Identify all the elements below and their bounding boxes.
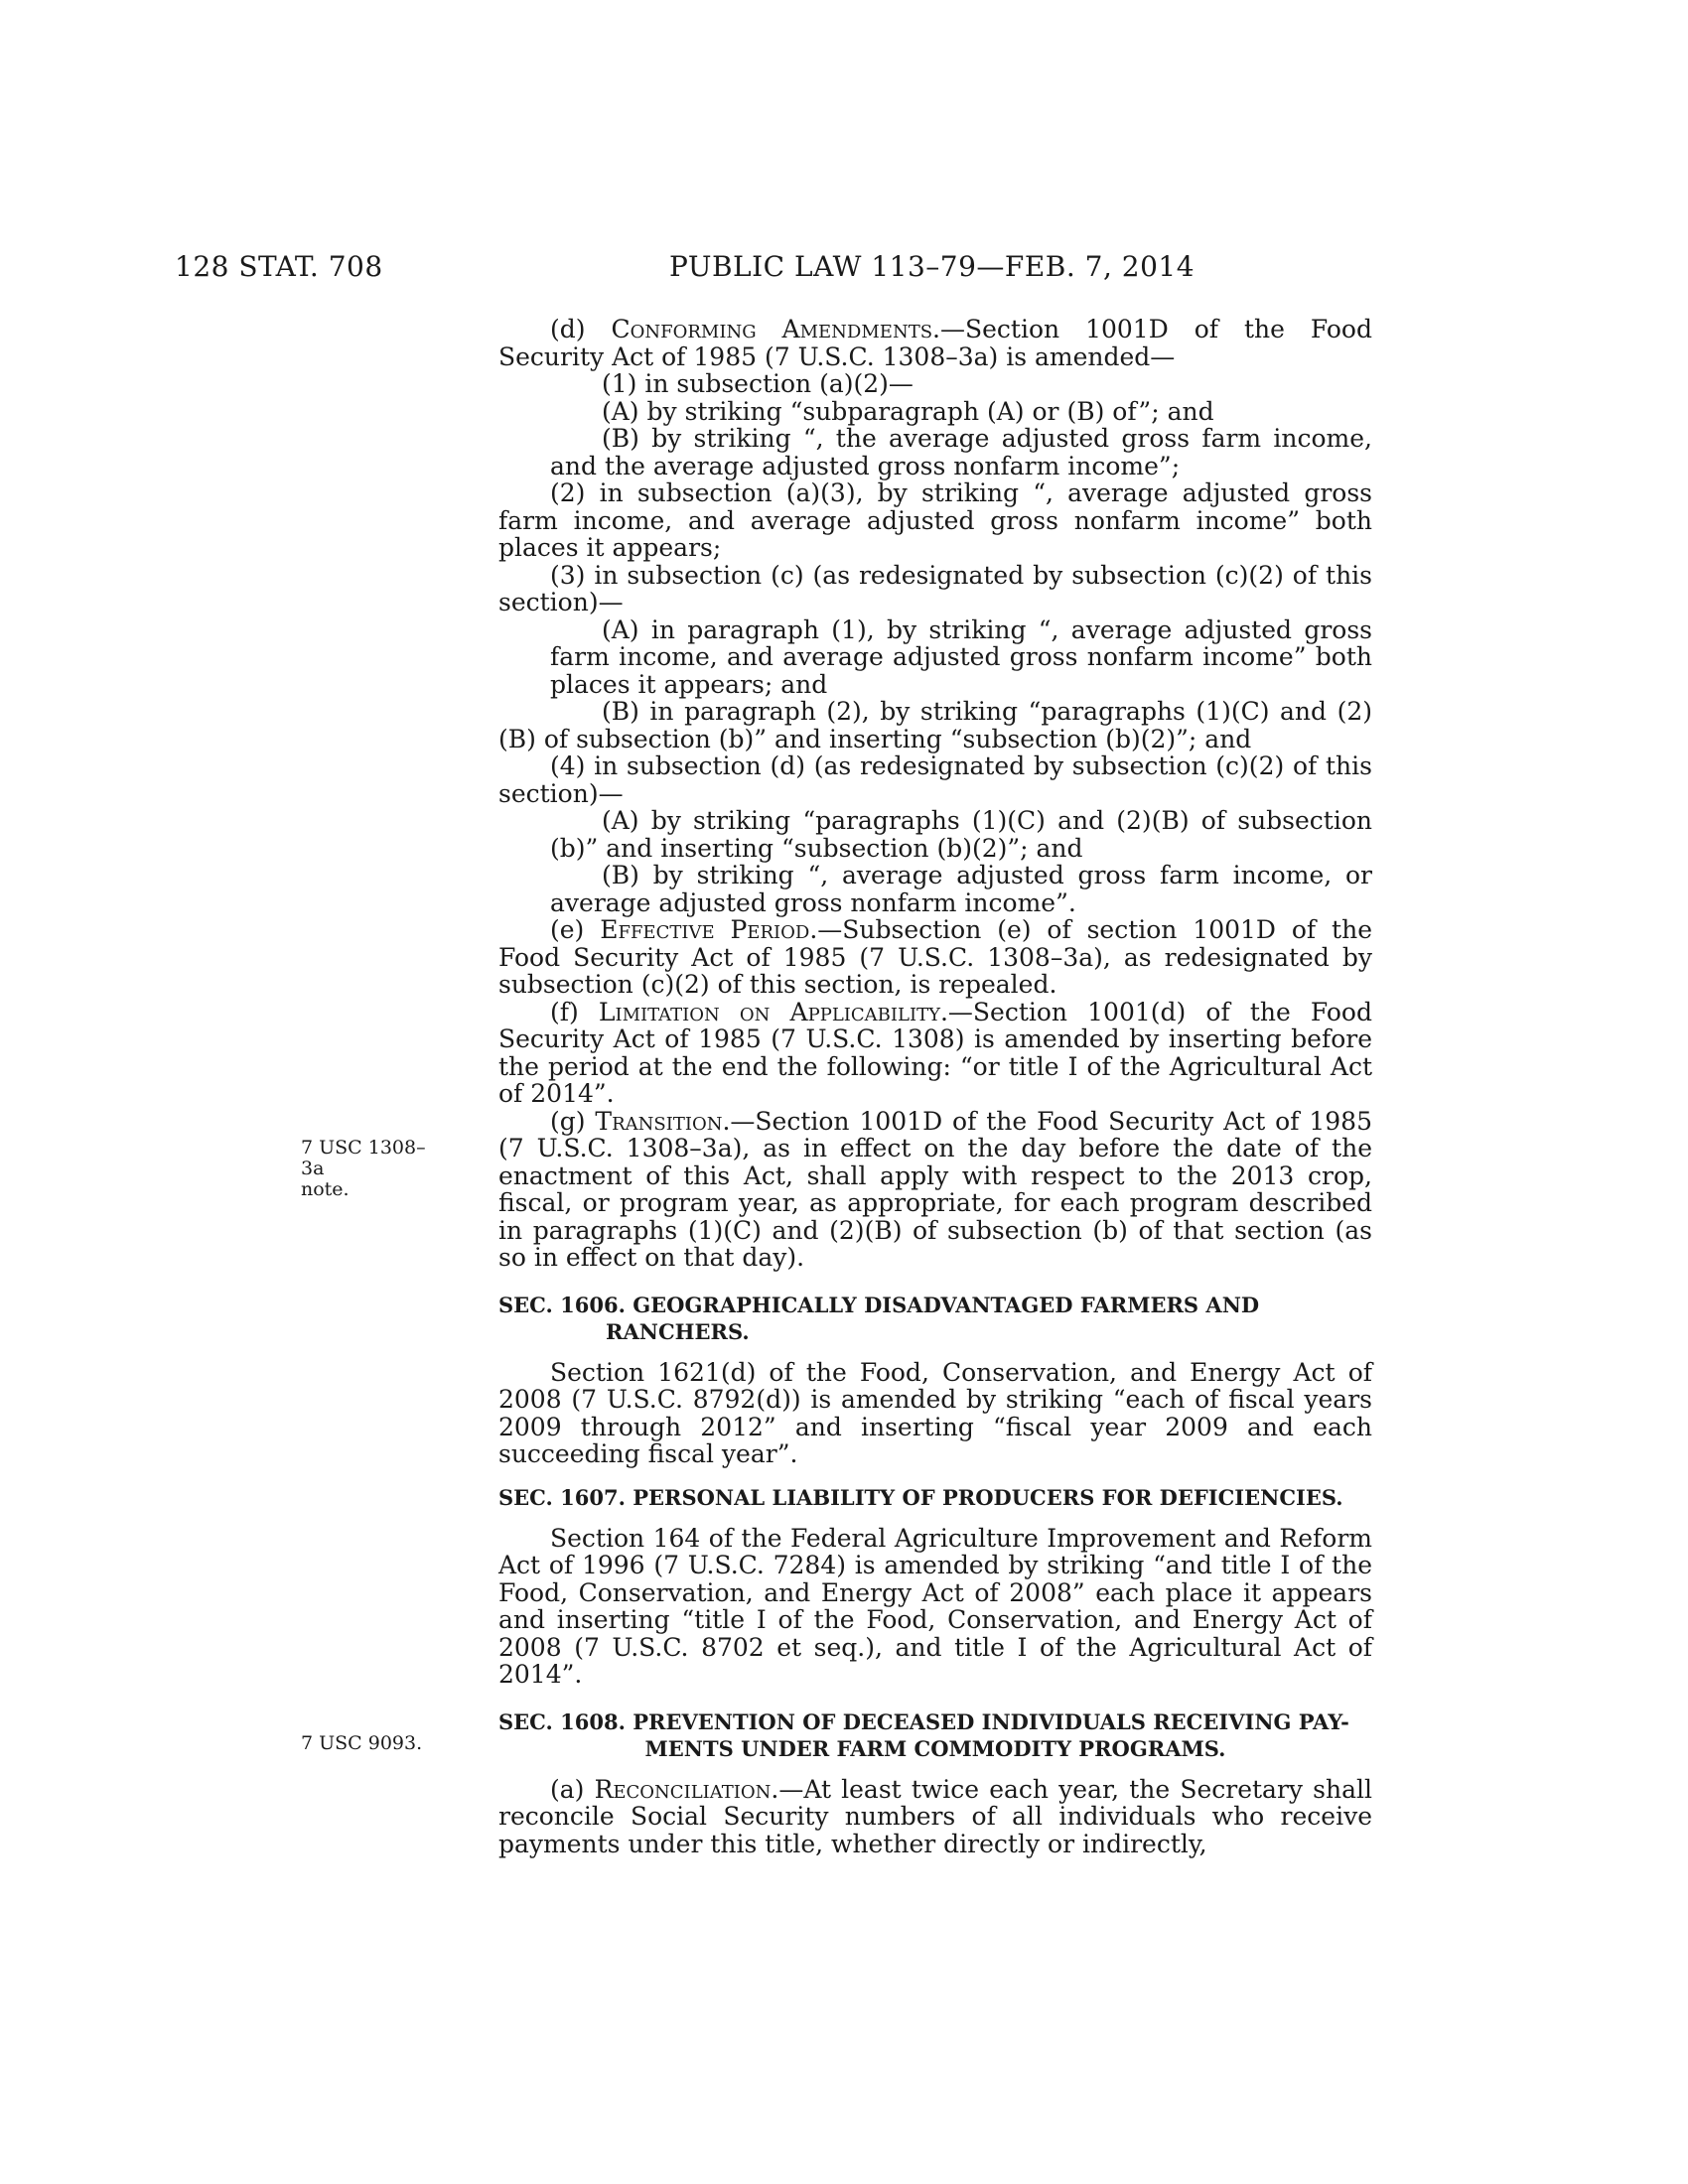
subsection-f: (f) Limitation on Applicability.—Section 1001(d) of the Food Security Act of 1985 (7 U.S.C. 1308) is amended by inserting before the period at the end the following: “or title I of the Agricultural Act of 2014”. [498, 997, 1372, 1108]
subparagraph-d-4-A: (A) by striking “paragraphs (1)(C) and (2)(B) of subsection (b)” and inserting “subsection (b)(2)”; and [550, 806, 1372, 863]
paragraph-d-4: (4) in subsection (d) (as redesignated by subsection (c)(2) of this section)— [498, 751, 1372, 808]
paragraph-d-1: (1) in subsection (a)(2)— [602, 369, 914, 398]
subparagraph-d-1-B: (B) by striking “, the average adjusted gross farm income, and the average adjusted gross nonfarm income”; [550, 424, 1372, 480]
body-text [498, 316, 1372, 1857]
subsection-f-heading: Limitation on Applicability [598, 997, 940, 1026]
subparagraph-d-1-A: (A) by striking “subparagraph (A) or (B) of”; and [602, 396, 1214, 426]
subparagraph-d-4-B: (B) by striking “, average adjusted gross farm income, or average adjusted gross nonfarm income”. [550, 861, 1372, 917]
margin-note-line: 7 USC 1308–3a [301, 1137, 426, 1179]
paragraph-d-3: (3) in subsection (c) (as redesignated by subsection (c)(2) of this section)— [498, 560, 1372, 616]
subparagraph-d-3-A: (A) in paragraph (1), by striking “, average adjusted gross farm income, and average adjusted gross nonfarm income” both places it appears; and [550, 614, 1372, 699]
paragraph-d-2: (2) in subsection (a)(3), by striking “, average adjusted gross farm income, and average adjusted gross nonfarm income” both places it appears; [498, 478, 1372, 562]
subsection-d-heading: Conforming Amendments [611, 315, 933, 343]
section-1607-text: Section 164 of the Federal Agriculture Improvement and Reform Act of 1996 (7 U.S.C. 7284) is amended by striking “and title I of the Food, Conservation, and Energy Act of 2008” each place it appears and inserting “title I of the Food, Conservation, and Energy Act of 2008 (7 U.S.C. 8702 et seq.), and title I of the Agricultural Act of 2014”. [498, 1523, 1372, 1689]
subsection-a: (a) Reconciliation.—At least twice each year, the Secretary shall reconcile Social Security numbers of all individuals who receive payments under this title, whether directly or indirectly, [498, 1774, 1372, 1858]
subsection-g: (g) Transition.—Section 1001D of the Food Security Act of 1985 (7 U.S.C. 1308–3a), as in effect on the day before the date of the enactment of this Act, shall apply with respect to the 2013 crop, fiscal, or program year, as appropriate, for each program described in paragraphs (1)(C) and (2)(B) of subsection (b) of that section (as so in effect on that day). [498, 1106, 1372, 1272]
subsection-a-heading: Reconciliation [594, 1774, 772, 1804]
margin-note-usc-1308-3a [301, 1138, 440, 1200]
margin-note-line: note. [301, 1178, 350, 1200]
section-1606-heading: SEC. 1606. GEOGRAPHICALLY DISADVANTAGED FARMERS AND RANCHERS. [498, 1292, 1260, 1344]
section-1607-heading: SEC. 1607. PERSONAL LIABILITY OF PRODUCERS FOR DEFICIENCIES. [498, 1484, 1343, 1510]
subsection-g-heading: Transition [595, 1106, 723, 1136]
subsection-d: (d) Conforming Amendments.—Section 1001D of the Food Security Act of 1985 (7 U.S.C. 1308–3a) is amended— [498, 315, 1372, 371]
section-1608-heading: SEC. 1608. PREVENTION OF DECEASED INDIVIDUALS RECEIVING PAY- MENTS UNDER FARM COMMODITY PROGRAMS. [498, 1708, 1349, 1761]
subsection-e: (e) Effective Period.—Subsection (e) of section 1001D of the Food Security Act of 1985 (7 U.S.C. 1308–3a), as redesignated by subsection (c)(2) of this section, is repealed. [498, 915, 1373, 999]
margin-note-line: 7 USC 9093. [301, 1732, 423, 1754]
margin-note-usc-9093 [301, 1733, 440, 1754]
statute-page-number: 128 STAT. 708 [175, 250, 383, 283]
section-1606-text: Section 1621(d) of the Food, Conservation, and Energy Act of 2008 (7 U.S.C. 8792(d)) is amended by striking “each of fiscal years 2009 through 2012” and inserting “fiscal year 2009 and each succeeding fiscal year”. [498, 1357, 1372, 1468]
subparagraph-d-3-B: (B) in paragraph (2), by striking “paragraphs (1)(C) and (2)(B) of subsection (b)” and inserting “subsection (b)(2)”; and [498, 697, 1372, 753]
public-law-title: PUBLIC LAW 113–79—FEB. 7, 2014 [669, 250, 1196, 283]
page-header [0, 250, 1688, 290]
subsection-e-heading: Effective Period [600, 915, 810, 944]
